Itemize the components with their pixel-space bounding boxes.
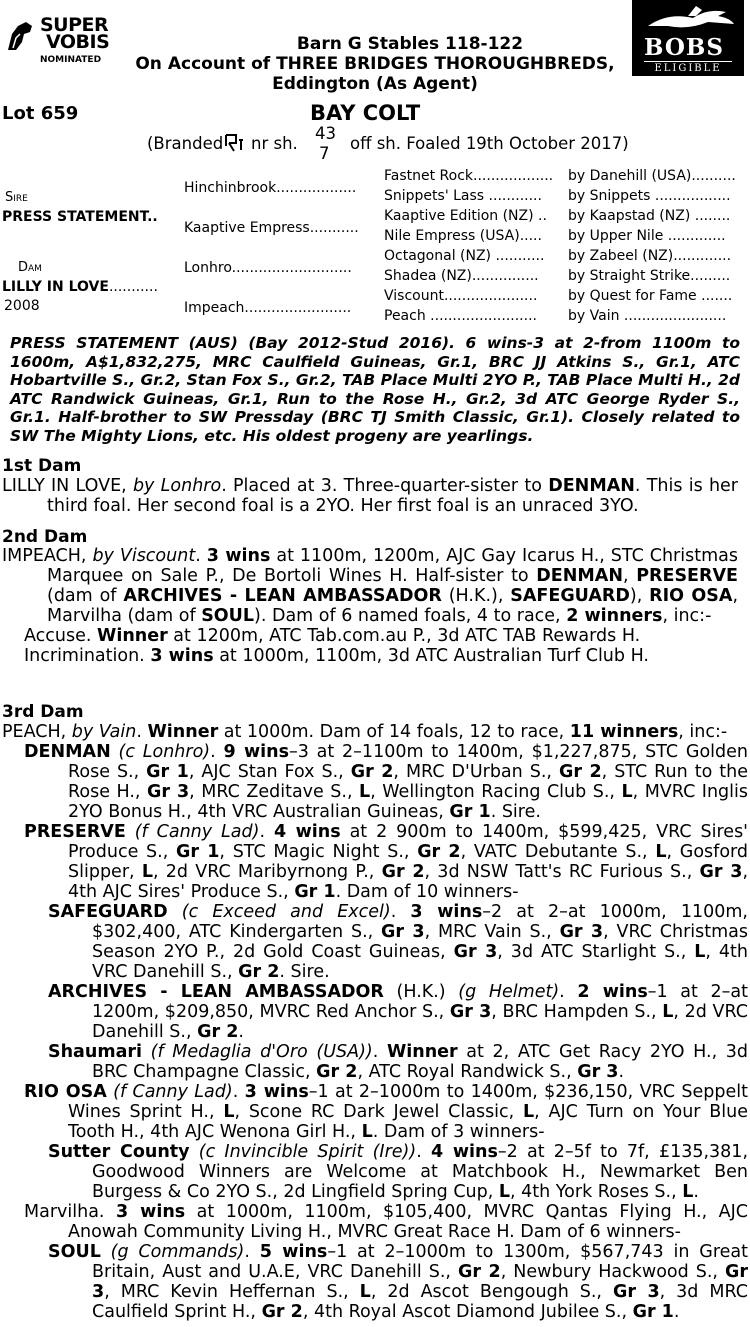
progeny-archives bbox=[2, 982, 748, 1042]
pedigree-g3-3: by Upper Nile ............. bbox=[568, 228, 726, 244]
dam3-paragraph bbox=[2, 722, 748, 742]
t: Incrimination. bbox=[24, 646, 151, 666]
t: , ATC Royal Randwick S., bbox=[357, 1062, 578, 1082]
t: Winner bbox=[97, 626, 168, 646]
t: . bbox=[416, 1142, 431, 1162]
t: at 1000m, 1100m, $105,400, MVRC Qantas Flying H., AJC Anowah Community Living H., MVRC Great Race H. Dam of 6 winners- bbox=[68, 1202, 748, 1242]
g3-name: by Danehill (USA) bbox=[568, 168, 692, 184]
t: , MRC D'Urban S., bbox=[393, 762, 559, 782]
t: L bbox=[655, 842, 667, 862]
brand-suffix: off sh. Foaled 19th October 2017) bbox=[350, 134, 629, 153]
lot-number: Lot 659 bbox=[2, 103, 79, 124]
horse-head-icon bbox=[4, 20, 36, 54]
t: , 3d ATC Starlight S., bbox=[497, 942, 695, 962]
bobs-eligible: ELIGIBLE bbox=[644, 61, 732, 74]
t: 3 wins bbox=[244, 1082, 309, 1102]
dam1-heading: 1st Dam bbox=[2, 456, 82, 476]
t: Gr 1 bbox=[632, 1302, 674, 1322]
t: , STC Magic Night S., bbox=[219, 842, 418, 862]
dam1-text bbox=[2, 476, 738, 516]
t: by Viscount bbox=[92, 546, 196, 566]
t: . bbox=[372, 1042, 387, 1062]
bobs-title: BOBS bbox=[644, 34, 724, 61]
t: Gr 1 bbox=[146, 762, 189, 782]
g3-name: by Upper Nile bbox=[568, 228, 664, 244]
t: , Wellington Racing Club S., bbox=[370, 782, 622, 802]
dam2-text bbox=[2, 546, 738, 666]
dam2-heading: 2nd Dam bbox=[2, 527, 88, 547]
pedigree-g2-2: Kaaptive Edition (NZ) .. bbox=[384, 208, 547, 224]
dam2-paragraph bbox=[2, 546, 738, 626]
t: ARCHIVES - LEAN AMBASSADOR bbox=[123, 586, 442, 606]
t: Gr 2 bbox=[261, 1302, 303, 1322]
pedigree-g1-0: Hinchinbrook.................. bbox=[184, 180, 357, 196]
t: (H.K.), bbox=[441, 586, 511, 606]
t: , STC Run to the Rose H., bbox=[68, 762, 748, 802]
pedigree-g2-1: Snippets' Lass ............ bbox=[384, 188, 542, 204]
t: , 2d Ascot Bengough S., bbox=[370, 1282, 613, 1302]
t: SAFEGUARD bbox=[48, 902, 168, 922]
t: . Sire. bbox=[279, 962, 330, 982]
pedigree-g3-2: by Kaapstad (NZ) ........ bbox=[568, 208, 731, 224]
bobs-logo bbox=[632, 0, 744, 76]
pedigree-g3-6: by Quest for Fame ....... bbox=[568, 288, 733, 304]
t: , Marvilha (dam of bbox=[47, 586, 739, 626]
t: , 2d VRC Maribyrnong P., bbox=[152, 862, 382, 882]
t: RIO OSA bbox=[24, 1082, 107, 1102]
brand-mid: nr sh. bbox=[251, 134, 298, 153]
sire-summary: PRESS STATEMENT (AUS) (Bay 2012-Stud 2016). 6 wins-3 at 2-from 1100m to 1600m, A$1,832,275, MRC Caulfield Guineas, Gr.1, BRC JJ Atkins S., Gr.1, ATC Hobartville S., Gr.2, Stan Fox S., Gr.2, TAB Place Multi 2YO P., TAB Place Multi H., 2d ATC Randwick Guineas, Gr.1, Run to the Rose H., Gr.2, 3d ATC George Ryder S., Gr.1. Half-brother to SW Pressday (BRC TJ Smith Classic, Gr.1). Closely related to SW The Mighty Lions, etc. His oldest progeny are yearlings. bbox=[10, 334, 740, 445]
t: . Dam of 3 winners- bbox=[372, 1122, 545, 1142]
sire-label: Sire bbox=[5, 190, 28, 205]
t: Gr 2 bbox=[197, 1022, 239, 1042]
t: . Dam of 10 winners- bbox=[335, 882, 519, 902]
t: , Gosford Slipper, bbox=[68, 842, 749, 882]
t: . bbox=[238, 1022, 244, 1042]
g2-name: Nile Empress (USA) bbox=[384, 228, 520, 244]
t: 3 wins bbox=[150, 646, 214, 666]
g3-name: by Kaapstad (NZ) bbox=[568, 208, 691, 224]
t: (f Canny Lad) bbox=[106, 1082, 233, 1102]
t: . bbox=[259, 822, 274, 842]
header bbox=[115, 34, 635, 94]
t: LILLY IN LOVE, bbox=[2, 476, 133, 496]
g2-name: Shadea (NZ) bbox=[384, 268, 472, 284]
t: . bbox=[673, 1302, 680, 1322]
t: (f Medaglia d'Oro (USA)) bbox=[142, 1042, 373, 1062]
t: , 4th York Roses S., bbox=[510, 1182, 683, 1202]
g1-name: Hinchinbrook bbox=[184, 180, 277, 196]
sire-name: PRESS STATEMENT.. bbox=[2, 209, 158, 225]
pedigree-g3-7: by Vain ....................... bbox=[568, 308, 727, 324]
progeny-sutter-county bbox=[2, 1142, 748, 1202]
t: Gr 3 bbox=[612, 1282, 660, 1302]
t: Gr 3 bbox=[699, 862, 743, 882]
t: at 2, ATC Get Racy 2YO H., 3d BRC Champagne Classic, bbox=[92, 1042, 748, 1082]
t: , inc:- bbox=[678, 722, 728, 742]
progeny-preserve bbox=[2, 822, 748, 902]
t: DENMAN bbox=[24, 742, 111, 762]
pedigree-g2-0: Fastnet Rock.................. bbox=[384, 168, 554, 184]
g3-name: by Vain bbox=[568, 308, 620, 324]
g1-name: Kaaptive Empress bbox=[184, 220, 310, 236]
t: (H.K.) bbox=[383, 982, 459, 1002]
t: , MRC Kevin Heffernan S., bbox=[104, 1282, 360, 1302]
t: PRESERVE bbox=[24, 822, 126, 842]
progeny-shaumari bbox=[2, 1042, 748, 1082]
dam3-heading: 3rd Dam bbox=[2, 702, 84, 722]
t: , Newbury Hackwood S., bbox=[500, 1262, 726, 1282]
g3-name: by Snippets bbox=[568, 188, 651, 204]
t: L bbox=[662, 1002, 674, 1022]
pedigree-g1-2: Lonhro........................... bbox=[184, 260, 352, 276]
t: . This is her third foal. Her second foal is a 2YO. Her first foal is an unraced 3YO. bbox=[47, 476, 738, 516]
t: Gr 3 bbox=[449, 1002, 492, 1022]
header-account: On Account of THREE BRIDGES THOROUGHBREDS, bbox=[135, 54, 615, 74]
t: (c Lonhro) bbox=[110, 742, 211, 762]
t: . bbox=[195, 546, 207, 566]
progeny-denman bbox=[2, 742, 748, 822]
t: , VRC Christmas Season 2YO P., 2d Gold Coast Guineas, bbox=[92, 922, 749, 962]
g3-name: by Straight Strike bbox=[568, 268, 691, 284]
t: Winner bbox=[386, 1042, 458, 1062]
t: . bbox=[618, 1062, 625, 1082]
t: Gr 1 bbox=[176, 842, 220, 862]
t: (g Helmet) bbox=[458, 982, 560, 1002]
progeny-soul bbox=[2, 1242, 748, 1322]
t: PEACH, bbox=[2, 722, 72, 742]
t: 3 wins bbox=[115, 1202, 186, 1222]
t: . bbox=[136, 722, 148, 742]
horse-title: BAY COLT bbox=[310, 101, 421, 125]
dam2-progeny-1 bbox=[2, 626, 738, 646]
brand-num-bottom: 7 bbox=[319, 144, 330, 163]
t: IMPEACH, bbox=[2, 546, 93, 566]
t: , 4th AJC Sires' Produce S., bbox=[68, 862, 749, 902]
g3-name: by Zabeel (NZ) bbox=[568, 248, 674, 264]
t: –3 at 2–1100m to 1400m, $1,227,875, STC Golden Rose S., bbox=[68, 742, 748, 782]
t: Gr 2 bbox=[316, 1062, 358, 1082]
t: L bbox=[141, 862, 153, 882]
t: –2 at 2–at 1000m, 1100m, $302,400, ATC Kindergarten S., bbox=[92, 902, 748, 942]
t: L bbox=[223, 1102, 235, 1122]
t: , bbox=[623, 566, 637, 586]
t: L bbox=[694, 942, 706, 962]
t: Shaumari bbox=[48, 1042, 143, 1062]
t: –1 at 2–1000m to 1300m, $567,743 in Great Britain, Aust and U.A.E, VRC Danehill S., bbox=[92, 1242, 749, 1282]
brand-symbol-icon bbox=[223, 132, 245, 154]
t: L bbox=[621, 782, 633, 802]
t: , AJC Turn on Your Blue Tooth H., 4th AJC Wenona Girl H., bbox=[68, 1102, 748, 1142]
sire-name-text: PRESS STATEMENT bbox=[2, 209, 148, 225]
g2-name: Peach bbox=[384, 308, 426, 324]
t: 3 wins bbox=[206, 546, 271, 566]
t: Gr 3 bbox=[92, 1262, 749, 1302]
t: . bbox=[390, 902, 411, 922]
t: , VATC Debutante S., bbox=[460, 842, 656, 862]
t: Winner bbox=[147, 722, 219, 742]
dam1-paragraph bbox=[2, 476, 738, 516]
t: Gr 2 bbox=[350, 762, 394, 782]
t: . bbox=[693, 1182, 699, 1202]
t: L bbox=[359, 782, 371, 802]
t: , 3d MRC Caulfield Sprint H., bbox=[92, 1282, 748, 1322]
t: DENMAN bbox=[548, 476, 635, 496]
t: , 2d VRC Danehill S., bbox=[92, 1002, 748, 1042]
t: 9 wins bbox=[223, 742, 290, 762]
super-vobis-logo bbox=[4, 14, 114, 70]
t: Gr 2 bbox=[558, 762, 602, 782]
t: . bbox=[559, 982, 578, 1002]
t: . bbox=[244, 1242, 260, 1262]
pedigree-g3-5: by Straight Strike......... bbox=[568, 268, 731, 284]
g2-name: Fastnet Rock bbox=[384, 168, 474, 184]
t: Gr 3 bbox=[559, 922, 604, 942]
t: PRESERVE bbox=[636, 566, 738, 586]
t: SAFEGUARD bbox=[510, 586, 630, 606]
brand-prefix: (Branded bbox=[147, 134, 224, 153]
pedigree-g3-4: by Zabeel (NZ)............. bbox=[568, 248, 732, 264]
t: –1 at 2–1000m to 1400m, $236,150, VRC Seppelt Wines Sprint H., bbox=[68, 1082, 748, 1122]
pedigree-g2-4: Octagonal (NZ) ........... bbox=[384, 248, 545, 264]
t: (c Exceed and Excel) bbox=[167, 902, 391, 922]
t: L bbox=[523, 1102, 535, 1122]
t: (c Invincible Spirit (Ire)) bbox=[189, 1142, 417, 1162]
pedigree-g3-1: by Snippets ................. bbox=[568, 188, 731, 204]
progeny-rio-osa bbox=[2, 1082, 748, 1142]
t: Gr 2 bbox=[417, 842, 461, 862]
t: DENMAN bbox=[536, 566, 623, 586]
t: , 4th VRC Danehill S., bbox=[92, 942, 749, 982]
t: , MRC Zeditave S., bbox=[189, 782, 360, 802]
pedigree-g3-0: by Danehill (USA).......... bbox=[568, 168, 736, 184]
t: L bbox=[361, 1122, 373, 1142]
t: L bbox=[359, 1282, 371, 1302]
pedigree-g2-7: Peach ........................ bbox=[384, 308, 537, 324]
t: at 1000m. Dam of 14 foals, 12 to race, bbox=[218, 722, 570, 742]
t: (g Commands) bbox=[100, 1242, 245, 1262]
dam-name-text: LILLY IN LOVE bbox=[2, 279, 109, 295]
t: , MVRC Inglis 2YO Bonus H., 4th VRC Australian Guineas, bbox=[68, 782, 748, 822]
horse-jockey-icon bbox=[638, 4, 738, 34]
t: –2 at 2–5f to 7f, £135,381, Goodwood Winners are Welcome at Matchbook H., Newmarket Ben Burgess & Co 2YO S., 2d Lingfield Spring Cup, bbox=[92, 1142, 749, 1202]
t: 4 wins bbox=[273, 822, 341, 842]
pedigree-g2-6: Viscount..................... bbox=[384, 288, 538, 304]
t: (dam of bbox=[47, 586, 124, 606]
t: Gr 3 bbox=[146, 782, 190, 802]
header-barn: Barn G Stables 118-122 bbox=[296, 34, 524, 54]
dam-label: Dam bbox=[18, 260, 42, 275]
t: by Vain bbox=[71, 722, 137, 742]
logo-super: SUPER bbox=[40, 14, 109, 36]
logo-nominated: NOMINATED bbox=[40, 55, 102, 65]
pedigree-g2-3: Nile Empress (USA)..... bbox=[384, 228, 542, 244]
t: 11 winners bbox=[569, 722, 679, 742]
t: , AJC Stan Fox S., bbox=[188, 762, 351, 782]
t: Accuse. bbox=[24, 626, 98, 646]
t: ), bbox=[629, 586, 650, 606]
dam-name: LILLY IN LOVE........... bbox=[2, 279, 158, 295]
t: . bbox=[210, 742, 224, 762]
t: Gr 2 bbox=[457, 1262, 501, 1282]
header-agent: Eddington (As Agent) bbox=[272, 74, 478, 94]
t: Gr 1 bbox=[294, 882, 336, 902]
t: 2 winners bbox=[566, 606, 663, 626]
t: 5 wins bbox=[259, 1242, 328, 1262]
dam3-text bbox=[2, 722, 748, 1322]
pedigree-g1-1: Kaaptive Empress........... bbox=[184, 220, 359, 236]
brand-num-top: 43 bbox=[315, 124, 336, 143]
t: by Lonhro bbox=[132, 476, 222, 496]
t: , MRC Vain S., bbox=[424, 922, 560, 942]
logo-vobis: VOBIS bbox=[46, 31, 110, 53]
g2-name: Viscount bbox=[384, 288, 444, 304]
t: at 1000m, 1100m, 3d ATC Australian Turf Club H. bbox=[213, 646, 649, 666]
t: 2 wins bbox=[577, 982, 648, 1002]
g2-name: Octagonal (NZ) bbox=[384, 248, 492, 264]
t: SOUL bbox=[48, 1242, 101, 1262]
t: , BRC Hampden S., bbox=[491, 1002, 663, 1022]
t: 3 wins bbox=[410, 902, 483, 922]
progeny-marvilha bbox=[2, 1202, 748, 1242]
t: L bbox=[682, 1182, 694, 1202]
t: L bbox=[498, 1182, 511, 1202]
pedigree-g1-3: Impeach........................ bbox=[184, 300, 352, 316]
t: , inc:- bbox=[662, 606, 712, 626]
pedigree-g2-5: Shadea (NZ)............... bbox=[384, 268, 539, 284]
t: ). Dam of 6 named foals, 4 to race, bbox=[254, 606, 567, 626]
t: , Scone RC Dark Jewel Classic, bbox=[234, 1102, 524, 1122]
t: at 1200m, ATC Tab.com.au P., 3d ATC TAB Rewards H. bbox=[167, 626, 641, 646]
t: . Placed at 3. Three-quarter-sister to bbox=[221, 476, 549, 496]
t: , 3d NSW Tatt's RC Furious S., bbox=[424, 862, 700, 882]
dam2-progeny-2 bbox=[2, 646, 738, 666]
t: Gr 3 bbox=[453, 942, 498, 962]
t: –1 at 2–at 1200m, $209,850, MVRC Red Anchor S., bbox=[92, 982, 748, 1022]
t: , 4th Royal Ascot Diamond Jubilee S., bbox=[302, 1302, 633, 1322]
g1-name: Lonhro bbox=[184, 260, 232, 276]
t: at 1100m, 1200m, AJC Gay Icarus H., STC Christmas Marquee on Sale P., De Bortoli Wines H. Half-sister to bbox=[47, 546, 738, 586]
t: Gr 2 bbox=[381, 862, 425, 882]
t: (f Canny Lad) bbox=[125, 822, 260, 842]
t: . bbox=[232, 1082, 245, 1102]
t: RIO OSA bbox=[649, 586, 733, 606]
t: Gr 1 bbox=[449, 802, 491, 822]
g2-name: Snippets' Lass bbox=[384, 188, 485, 204]
t: Gr 3 bbox=[381, 922, 425, 942]
t: ARCHIVES - LEAN AMBASSADOR bbox=[48, 982, 384, 1002]
g2-name: Kaaptive Edition (NZ) bbox=[384, 208, 534, 224]
t: Gr 3 bbox=[577, 1062, 619, 1082]
t: . Sire. bbox=[490, 802, 541, 822]
progeny-safeguard bbox=[2, 902, 748, 982]
t: Marvilha. bbox=[24, 1202, 116, 1222]
t: Gr 2 bbox=[238, 962, 280, 982]
g1-name: Impeach bbox=[184, 300, 245, 316]
dam-year: 2008 bbox=[4, 298, 40, 314]
g3-name: by Quest for Fame bbox=[568, 288, 697, 304]
t: 4 wins bbox=[430, 1142, 498, 1162]
t: at 2 900m to 1400m, $599,425, VRC Sires' Produce S., bbox=[68, 822, 748, 862]
t: SOUL bbox=[201, 606, 255, 626]
t: Sutter County bbox=[48, 1142, 190, 1162]
